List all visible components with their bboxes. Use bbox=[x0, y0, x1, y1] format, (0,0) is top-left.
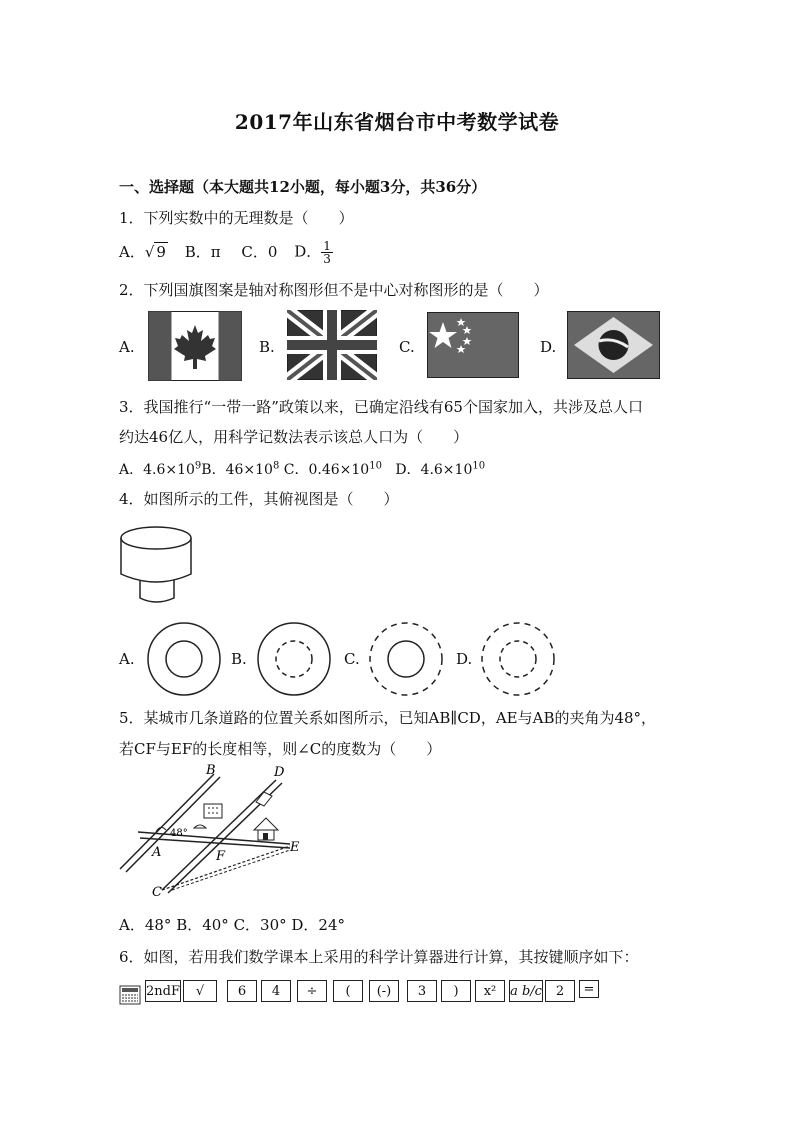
q1-option-a[interactable] bbox=[119, 241, 168, 262]
fraction-numerator: 1 bbox=[323, 239, 331, 253]
key-sqrt[interactable]: √ bbox=[183, 980, 217, 1002]
question-1-stem: 1．下列实数中的无理数是（ ） bbox=[119, 209, 354, 227]
question-4-stem: 4．如图所示的工件，其俯视图是（ ） bbox=[119, 490, 399, 508]
sqrt-symbol: √ 9 bbox=[144, 242, 166, 261]
label-d: D bbox=[274, 765, 285, 780]
key-equals[interactable]: = bbox=[579, 980, 599, 998]
calculator-icon bbox=[119, 976, 141, 1006]
q2-option-d-label: D. bbox=[540, 338, 557, 356]
question-3-options bbox=[119, 459, 485, 479]
q4-option-d-label: D. bbox=[456, 650, 473, 668]
key-2ndf[interactable]: 2ndF bbox=[145, 980, 181, 1002]
top-view-option-c[interactable] bbox=[368, 621, 444, 697]
road-diagram bbox=[116, 762, 316, 902]
q3-option-b-exponent: 8 bbox=[272, 460, 280, 472]
fraction bbox=[321, 240, 333, 265]
q3-option-d-exponent: 10 bbox=[472, 460, 486, 472]
top-view-option-a[interactable] bbox=[146, 621, 222, 697]
question-5-stem-line2: 若CF与EF的长度相等，则∠C的度数为（ ） bbox=[119, 740, 442, 758]
q3-option-b[interactable] bbox=[201, 462, 279, 478]
key-negative[interactable]: (-) bbox=[369, 980, 399, 1002]
q1-option-b[interactable]: B．π bbox=[184, 242, 221, 261]
top-view-option-d[interactable] bbox=[480, 621, 556, 697]
q2-option-a-label: A. bbox=[119, 338, 135, 356]
q1-option-a-label: A． bbox=[119, 242, 145, 261]
q3-option-a-base: A．4.6×10 bbox=[119, 462, 195, 478]
page-title: 2017年山东省烟台市中考数学试卷 bbox=[234, 110, 560, 134]
q2-option-b-label: B. bbox=[259, 338, 275, 356]
key-open-paren[interactable]: ( bbox=[333, 980, 363, 1002]
label-b: B bbox=[206, 763, 216, 778]
question-3-stem-line2: 约达46亿人，用科学记数法表示该总人口为（ ） bbox=[119, 428, 469, 446]
key-4[interactable]: 4 bbox=[261, 980, 291, 1002]
q3-option-d[interactable] bbox=[395, 462, 485, 478]
fraction-denominator: 3 bbox=[323, 252, 331, 266]
question-2-stem: 2．下列国旗图案是轴对称图形但不是中心对称图形的是（ ） bbox=[119, 281, 549, 299]
q3-option-c[interactable] bbox=[284, 462, 382, 478]
q4-option-c-label: C. bbox=[344, 650, 360, 668]
q3-option-d-base: D．4.6×10 bbox=[395, 462, 473, 478]
label-a: A bbox=[152, 845, 162, 860]
key-close-paren[interactable]: ) bbox=[441, 980, 471, 1002]
key-divide[interactable]: ÷ bbox=[297, 980, 327, 1002]
q4-option-b-label: B. bbox=[231, 650, 247, 668]
uk-flag-icon[interactable] bbox=[287, 310, 377, 380]
q2-option-c-label: C. bbox=[399, 338, 415, 356]
section-heading: 一、选择题（本大题共12小题，每小题3分，共36分） bbox=[119, 178, 487, 196]
q3-option-b-base: B．46×10 bbox=[201, 462, 273, 478]
key-square[interactable]: x² bbox=[475, 980, 505, 1002]
label-c: C bbox=[152, 885, 162, 900]
key-2[interactable]: 2 bbox=[545, 980, 575, 1002]
key-6[interactable]: 6 bbox=[227, 980, 257, 1002]
q3-option-a-exponent: 9 bbox=[194, 460, 202, 472]
brazil-flag-icon[interactable] bbox=[567, 311, 660, 379]
q3-option-c-base: C．0.46×10 bbox=[283, 462, 370, 478]
question-3-stem-line1: 3．我国推行“一带一路”政策以来，已确定沿线有65个国家加入，共涉及总人口 bbox=[119, 398, 643, 416]
workpiece-figure bbox=[116, 518, 196, 608]
question-5-stem-line1: 5．某城市几条道路的位置关系如图所示，已知AB∥CD，AE与AB的夹角为48°， bbox=[119, 709, 657, 727]
q3-option-c-exponent: 10 bbox=[369, 460, 382, 472]
q1-option-c[interactable]: C．0 bbox=[241, 242, 278, 261]
q1-option-a-radicand: 9 bbox=[156, 242, 166, 261]
key-3[interactable]: 3 bbox=[407, 980, 437, 1002]
label-f: F bbox=[216, 849, 226, 864]
question-1-options bbox=[119, 240, 345, 265]
top-view-option-b[interactable] bbox=[256, 621, 332, 697]
q1-option-d-label: D． bbox=[294, 242, 322, 261]
canada-flag-icon[interactable] bbox=[148, 311, 242, 381]
label-e: E bbox=[290, 840, 300, 855]
question-6-stem: 6．如图，若用我们数学课本上采用的科学计算器进行计算，其按键顺序如下： bbox=[119, 948, 639, 966]
angle-label: 48° bbox=[170, 828, 188, 839]
key-fraction[interactable]: a b/c bbox=[509, 980, 543, 1002]
q3-option-a[interactable] bbox=[119, 462, 201, 478]
question-5-options: A．48° B．40° C．30° D．24° bbox=[119, 916, 346, 934]
q4-option-a-label: A. bbox=[119, 650, 135, 668]
china-flag-icon[interactable] bbox=[427, 312, 519, 378]
q1-option-d[interactable] bbox=[294, 240, 333, 265]
